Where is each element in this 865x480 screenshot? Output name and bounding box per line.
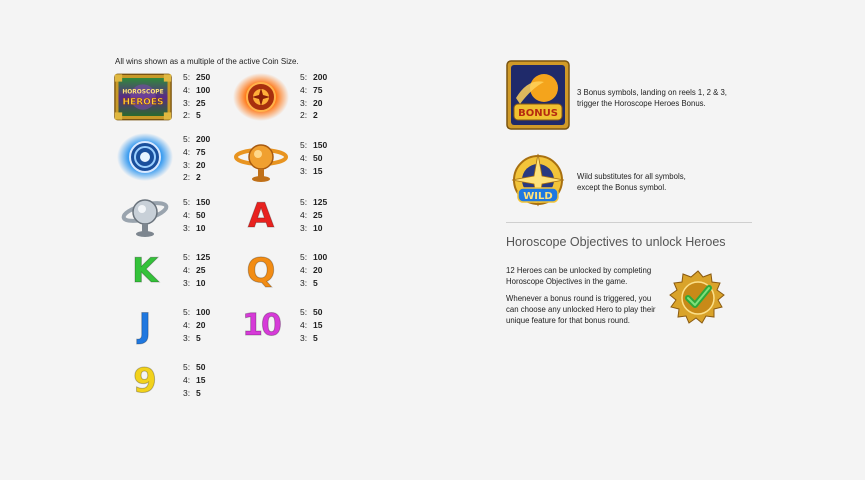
paytable-values-2 — [300, 71, 327, 122]
symbol-letter-k — [116, 245, 174, 297]
pay-row: 3: 15 — [300, 165, 323, 176]
pay-row: 5: 150 — [300, 140, 328, 150]
wild-label: WILD — [523, 191, 553, 202]
pay-row: 4: 20 — [300, 264, 323, 275]
pay-row: 3: 10 — [300, 222, 323, 233]
symbol-letter-q — [232, 245, 290, 297]
symbol-orange-sun-orb — [232, 71, 290, 123]
pay-row: 3: 10 — [183, 277, 206, 288]
letter-q-icon: Q — [246, 251, 276, 291]
pay-row: 5: 125 — [183, 252, 211, 262]
objectives-seal — [669, 270, 727, 326]
pay-row: 4: 50 — [300, 152, 323, 163]
symbol-horoscope-heroes-logo — [114, 71, 172, 123]
paytable-values-10 — [300, 306, 322, 344]
objectives-heading: Horoscope Objectives to unlock Heroes — [506, 235, 726, 249]
symbol-blue-zodiac-wheel — [116, 131, 174, 183]
symbol-gold-armillary-sphere — [232, 135, 290, 187]
number-10-icon: 10 — [242, 308, 280, 343]
paytable-values-6 — [300, 196, 327, 234]
pay-row: 4: 20 — [183, 319, 206, 330]
pay-row: 5: 100 — [300, 252, 328, 262]
orange-sun-orb-icon — [232, 71, 290, 123]
bonus-symbol-icon — [506, 60, 570, 130]
pay-row: 5: 250 — [183, 72, 211, 82]
paytable-values-5 — [183, 196, 210, 234]
pay-row: 5: 200 — [183, 134, 211, 144]
bonus-description: 3 Bonus symbols, landing on reels 1, 2 & 3, trigger the Horoscope Heroes Bonus. — [577, 88, 727, 108]
pay-row: 2: 2 — [183, 172, 201, 183]
horoscope-heroes-logo-icon — [114, 71, 172, 123]
objectives-paragraph-1: 12 Heroes can be unlocked by completing Horoscope Objectives in the game. — [506, 266, 652, 286]
symbol-silver-armillary-sphere — [116, 190, 174, 242]
pay-row: 3: 25 — [183, 97, 206, 108]
symbol-number-10 — [232, 300, 290, 352]
pay-row: 5: 150 — [183, 197, 211, 207]
pay-row: 3: 20 — [183, 159, 206, 170]
pay-row: 4: 25 — [300, 209, 323, 220]
symbol-letter-a — [232, 190, 290, 242]
wild-description: Wild substitutes for all symbols, except the Bonus symbol. — [577, 172, 686, 192]
pay-row: 3: 10 — [183, 222, 206, 233]
bonus-label: BONUS — [518, 108, 558, 119]
letter-a-icon: A — [247, 196, 275, 236]
bonus-symbol — [506, 60, 570, 130]
number-9-icon: 9 — [133, 361, 157, 401]
paytable-values-8 — [300, 251, 327, 289]
paytable-values-3 — [183, 133, 210, 184]
letter-j-icon: J — [138, 306, 152, 346]
symbol-letter-j — [116, 300, 174, 352]
pay-row: 3: 5 — [300, 332, 318, 343]
pay-row: 4: 75 — [300, 84, 323, 95]
pay-row: 5: 50 — [183, 362, 206, 372]
pay-row: 4: 50 — [183, 209, 206, 220]
pay-row: 4: 25 — [183, 264, 206, 275]
pay-row: 3: 5 — [183, 332, 201, 343]
pay-row: 2: 5 — [183, 110, 201, 121]
pay-row: 5: 200 — [300, 72, 328, 82]
paytable-values-4 — [300, 139, 327, 177]
paytable-values-11 — [183, 361, 205, 399]
symbol-number-9 — [116, 355, 174, 407]
pay-row: 4: 75 — [183, 146, 206, 157]
logo-bottom-text: HEROES — [122, 97, 164, 108]
gold-armillary-sphere-icon — [232, 135, 290, 187]
silver-armillary-sphere-icon — [116, 190, 174, 242]
paytable-values-9 — [183, 306, 210, 344]
letter-k-icon: K — [131, 251, 159, 291]
section-divider — [506, 222, 752, 223]
wild-symbol — [506, 150, 570, 214]
paytable-values-1 — [183, 71, 210, 122]
paytable-intro: All wins shown as a multiple of the active Coin Size. — [115, 57, 299, 66]
pay-row: 4: 100 — [183, 84, 211, 95]
pay-row: 4: 15 — [300, 319, 323, 330]
pay-row: 5: 125 — [300, 197, 328, 207]
pay-row: 3: 20 — [300, 97, 323, 108]
blue-zodiac-wheel-icon — [116, 131, 174, 183]
pay-row: 5: 100 — [183, 307, 211, 317]
pay-row: 5: 50 — [300, 307, 323, 317]
paytable-values-7 — [183, 251, 210, 289]
pay-row: 2: 2 — [300, 110, 318, 121]
pay-row: 3: 5 — [183, 387, 201, 398]
logo-top-text: HOROSCOPE — [122, 89, 164, 96]
gold-checkmark-seal-icon — [669, 270, 727, 326]
objectives-paragraph-2: Whenever a bonus round is triggered, you can choose any unlocked Hero to play their unique feature for that bonus round. — [506, 294, 656, 325]
pay-row: 3: 5 — [300, 277, 318, 288]
wild-compass-symbol-icon — [506, 150, 570, 214]
pay-row: 4: 15 — [183, 374, 206, 385]
